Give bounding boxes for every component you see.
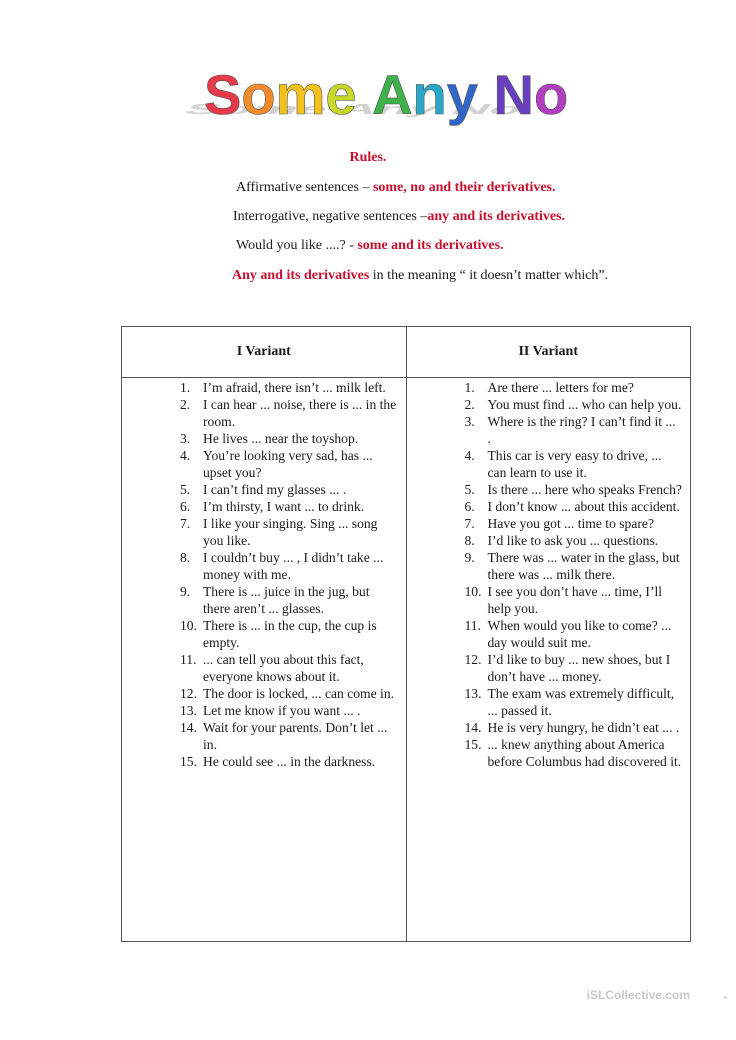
exercise-text: The door is locked, ... can come in. xyxy=(203,686,395,701)
exercise-item xyxy=(407,651,691,685)
exercise-item xyxy=(122,617,406,651)
rules-heading: Rules. xyxy=(349,150,387,165)
exercise-text: The exam was extremely difficult, ... passed it. xyxy=(487,686,675,718)
exercise-text: ... knew anything about America before Columbus had discovered it. xyxy=(487,737,682,769)
exercise-item xyxy=(407,583,691,617)
exercise-number: 14. xyxy=(180,720,197,735)
exercise-item xyxy=(122,702,406,719)
exercise-text: Wait for your parents. Don’t let ... in. xyxy=(203,720,388,752)
exercise-item xyxy=(122,447,406,481)
exercise-text: He could see ... in the darkness. xyxy=(203,754,376,769)
rule-highlight: any and its derivatives. xyxy=(427,209,566,224)
exercise-item xyxy=(407,719,691,736)
exercise-text: Let me know if you want ... . xyxy=(203,703,361,718)
exercise-text: I like your singing. Sing ... song you like. xyxy=(203,516,378,548)
exercise-text: He lives ... near the toyshop. xyxy=(203,431,359,446)
exercise-text: I’d like to buy ... new shoes, but I don’t have ... money. xyxy=(487,652,671,684)
exercise-text: There was ... water in the glass, but there was ... milk there. xyxy=(487,550,680,582)
title-letter: y xyxy=(446,63,478,126)
exercise-number: 12. xyxy=(464,652,482,667)
exercise-item xyxy=(407,532,691,549)
exercise-number: 13. xyxy=(180,703,197,718)
exercise-item xyxy=(122,498,406,515)
exercise-item xyxy=(122,685,406,702)
exercise-number: 15. xyxy=(180,754,197,769)
title-shadow: Some Any No xyxy=(179,101,529,118)
variant-1-column xyxy=(122,378,407,942)
exercise-item xyxy=(407,481,691,498)
exercise-number: 1. xyxy=(464,380,475,395)
exercise-item xyxy=(407,736,691,770)
exercise-number: 2. xyxy=(180,397,191,412)
title-wordart xyxy=(178,62,569,142)
exercise-text: I can’t find my glasses ... . xyxy=(203,482,347,497)
title-letter xyxy=(478,63,494,126)
exercise-text: You must find ... who can help you. xyxy=(487,397,682,412)
exercise-item xyxy=(122,396,406,430)
rule-text: Would you like ....? - xyxy=(236,238,358,253)
exercise-number: 11. xyxy=(180,652,197,667)
title-letter xyxy=(357,63,373,126)
exercise-text: This car is very easy to drive, ... can learn to use it. xyxy=(487,448,662,480)
exercise-number: 8. xyxy=(464,533,475,548)
rule-interrogative xyxy=(233,209,565,225)
decorative-dot xyxy=(724,996,727,999)
exercise-text: I’d like to ask you ... questions. xyxy=(487,533,659,548)
exercise-number: 7. xyxy=(180,516,191,531)
title-letter: o xyxy=(241,63,276,126)
exercise-number: 6. xyxy=(180,499,191,514)
rule-would-you-like xyxy=(236,238,504,254)
rule-affirmative xyxy=(236,180,556,196)
title-letter: m xyxy=(275,63,326,126)
exercise-number: 13. xyxy=(464,686,482,701)
exercise-text: Is there ... here who speaks French? xyxy=(487,482,682,497)
exercise-text: I see you don’t have ... time, I’ll help you. xyxy=(487,584,663,616)
exercise-number: 9. xyxy=(180,584,191,599)
exercise-text: Where is the ring? I can’t find it ... . xyxy=(487,414,676,446)
exercise-number: 3. xyxy=(464,414,475,429)
rule-highlight: some and its derivatives. xyxy=(357,238,504,253)
exercise-item xyxy=(407,549,691,583)
exercise-item xyxy=(407,515,691,532)
exercise-number: 10. xyxy=(180,618,197,633)
exercise-number: 11. xyxy=(464,618,481,633)
exercise-number: 14. xyxy=(464,720,482,735)
exercise-item xyxy=(407,498,691,515)
title-letter: o xyxy=(533,63,569,126)
exercise-item xyxy=(122,515,406,549)
variant-2-header: II Variant xyxy=(406,327,691,378)
exercise-item xyxy=(407,379,691,396)
exercise-number: 8. xyxy=(180,550,191,565)
exercise-number: 7. xyxy=(464,516,475,531)
worksheet-title xyxy=(178,62,569,142)
title-letter: S xyxy=(204,63,242,126)
exercise-item xyxy=(407,447,691,481)
exercise-number: 2. xyxy=(464,397,475,412)
exercise-text: I don’t know ... about this accident. xyxy=(487,499,680,514)
exercise-item xyxy=(407,413,691,447)
exercise-number: 6. xyxy=(464,499,475,514)
title-letter: n xyxy=(412,63,447,126)
title-text xyxy=(204,63,568,126)
watermark: iSLCollective.com xyxy=(586,988,690,1002)
exercise-text: When would you like to come? ... day would suit me. xyxy=(487,618,672,650)
rule-text: Interrogative, negative sentences – xyxy=(233,209,428,224)
exercise-text: Have you got ... time to spare? xyxy=(487,516,654,531)
exercise-table xyxy=(121,326,691,942)
title-letter: N xyxy=(493,63,534,126)
exercise-text: He is very hungry, he didn’t eat ... . xyxy=(487,720,680,735)
exercise-number: 5. xyxy=(464,482,475,497)
exercise-number: 5. xyxy=(180,482,191,497)
title-letter: e xyxy=(325,63,357,126)
exercise-text: ... can tell you about this fact, everyone knows about it. xyxy=(203,652,364,684)
exercise-item xyxy=(407,396,691,413)
exercise-text: There is ... juice in the jug, but there aren’t ... glasses. xyxy=(203,584,370,616)
exercise-number: 3. xyxy=(180,431,191,446)
exercise-item xyxy=(407,617,691,651)
exercise-item xyxy=(122,379,406,396)
variant-1-list xyxy=(122,378,406,770)
rule-text: Affirmative sentences – xyxy=(236,180,373,195)
exercise-number: 4. xyxy=(464,448,475,463)
rule-any-meaning xyxy=(232,268,608,284)
exercise-text: I couldn’t buy ... , I didn’t take ... money with me. xyxy=(203,550,384,582)
exercise-number: 12. xyxy=(180,686,197,701)
exercise-item xyxy=(122,430,406,447)
rule-highlight: Any and its derivatives xyxy=(232,268,370,283)
title-letter: A xyxy=(372,63,413,126)
exercise-text: I’m afraid, there isn’t ... milk left. xyxy=(203,380,386,395)
exercise-text: You’re looking very sad, has ... upset you? xyxy=(203,448,373,480)
rule-highlight: some, no and their derivatives. xyxy=(372,180,556,195)
exercise-text: Are there ... letters for me? xyxy=(487,380,634,395)
exercise-item xyxy=(122,651,406,685)
variant-2-column xyxy=(406,378,691,942)
exercise-item xyxy=(407,685,691,719)
variant-2-list xyxy=(407,378,691,770)
exercise-item xyxy=(122,583,406,617)
exercise-number: 10. xyxy=(464,584,482,599)
exercise-text: I can hear ... noise, there is ... in the room. xyxy=(203,397,397,429)
exercise-number: 4. xyxy=(180,448,191,463)
exercise-text: There is ... in the cup, the cup is empty. xyxy=(203,618,377,650)
exercise-text: I’m thirsty, I want ... to drink. xyxy=(203,499,365,514)
exercise-item xyxy=(122,719,406,753)
exercise-item xyxy=(122,753,406,770)
exercise-item xyxy=(122,549,406,583)
variant-1-header: I Variant xyxy=(122,327,407,378)
exercise-number: 15. xyxy=(464,737,482,752)
exercise-item xyxy=(122,481,406,498)
exercise-number: 9. xyxy=(464,550,475,565)
rule-text: in the meaning “ it doesn’t matter which”. xyxy=(369,268,609,283)
exercise-number: 1. xyxy=(180,380,191,395)
